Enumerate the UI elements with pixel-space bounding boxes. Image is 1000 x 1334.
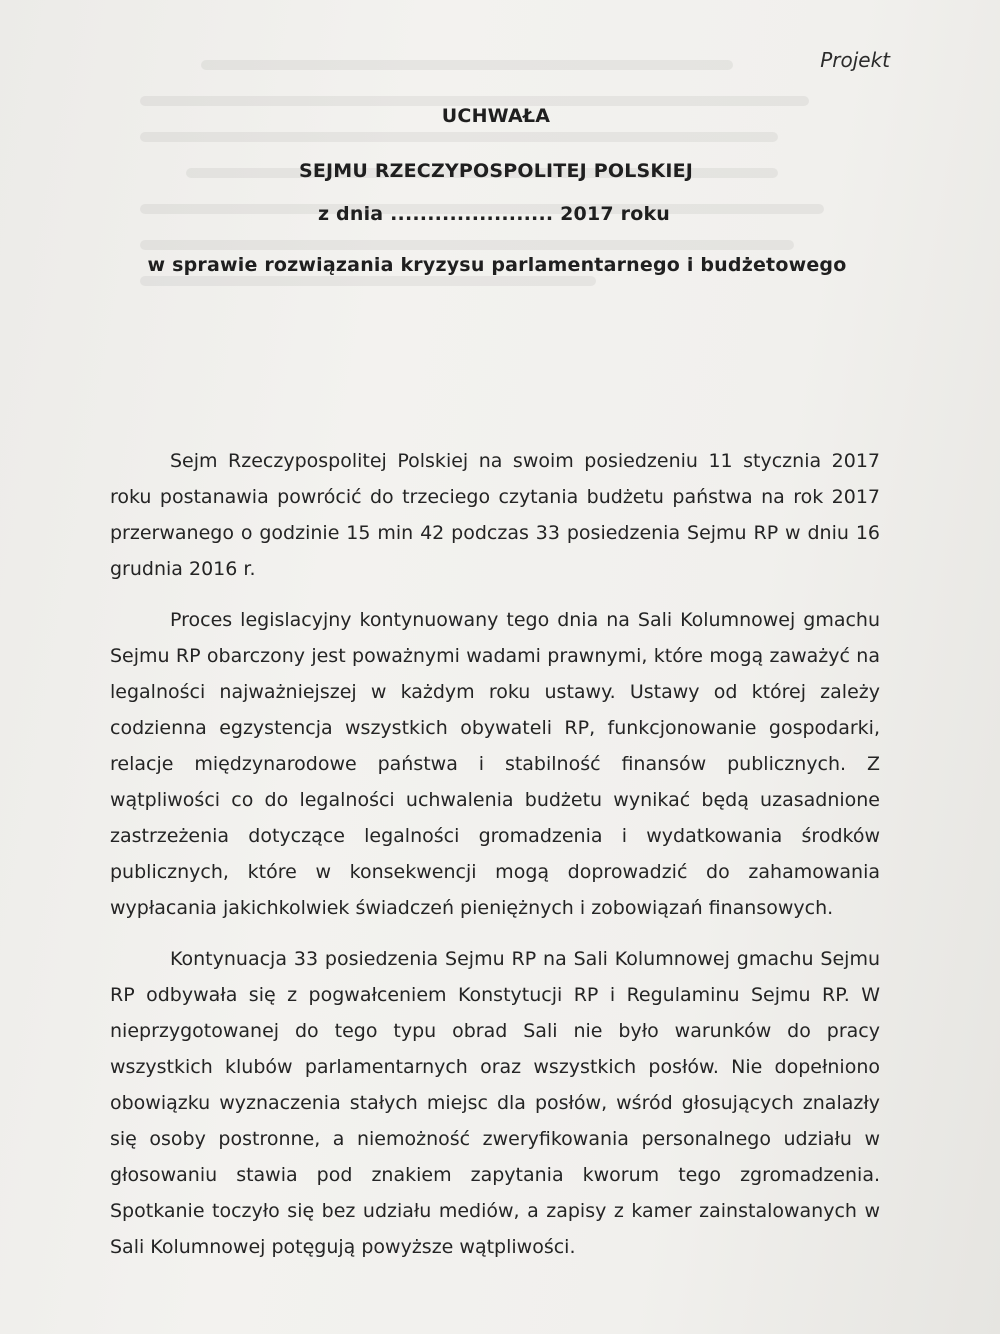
resolution-subject: w sprawie rozwiązania kryzysu parlamentarnego i budżetowego [147,254,847,276]
paragraph-1: Sejm Rzeczypospolitej Polskiej na swoim posiedzeniu 11 stycznia 2017 roku postanawia powrócić do trzeciego czytania budżetu państwa na rok 2017 przerwanego o godzinie 15 min 42 podczas 33 posiedzenia Sejmu RP w dniu 16 grudnia 2016 r. [110,450,880,580]
bleed-through-text [140,60,900,340]
paragraph-2: Proces legislacyjny kontynuowany tego dnia na Sali Kolumnowej gmachu Sejmu RP obarczony jest poważnymi wadami prawnymi, które mogą zaważyć na legalności najważniejszej w każdym roku ustawy. Ustawy od której zależy codzienna egzystencja wszystkich obywateli RP, funkcjonowanie gospodarki, relacje międzynarodowe państwa i stabilność finansów publicznych. Z wątpliwości co do legalności uchwalenia budżetu wynikać będą uzasadnione zastrzeżenia dotyczące legalności gromadzenia i wydatkowania środków publicznych, które w konsekwencji mogą doprowadzić do zahamowania wypłacania jakichkolwiek świadczeń pieniężnych i zobowiązań finansowych. [110,609,880,919]
draft-marker: Projekt [820,48,890,72]
resolution-title: UCHWAŁA [441,105,551,127]
resolution-body [110,443,880,1280]
resolution-date: z dnia ...................... 2017 roku [317,203,671,225]
paragraph-3: Kontynuacja 33 posiedzenia Sejmu RP na Sali Kolumnowej gmachu Sejmu RP odbywała się z pogwałceniem Konstytucji RP i Regulaminu Sejmu RP. W nieprzygotowanej do tego typu obrad Sali nie było warunków do pracy wszystkich klubów parlamentarnych oraz wszystkich posłów. Nie dopełniono obowiązku wyznaczenia stałych miejsc dla posłów, wśród głosujących znalazły się osoby postronne, a niemożność zweryfikowania personalnego udziału w głosowaniu stawia pod znakiem zapytania kworum tego zgromadzenia. Spotkanie toczyło się bez udziału mediów, a zapisy z kamer zainstalowanych w Sali Kolumnowej potęgują powyższe wątpliwości. [110,948,880,1258]
resolution-issuer: SEJMU RZECZYPOSPOLITEJ POLSKIEJ [298,160,694,182]
